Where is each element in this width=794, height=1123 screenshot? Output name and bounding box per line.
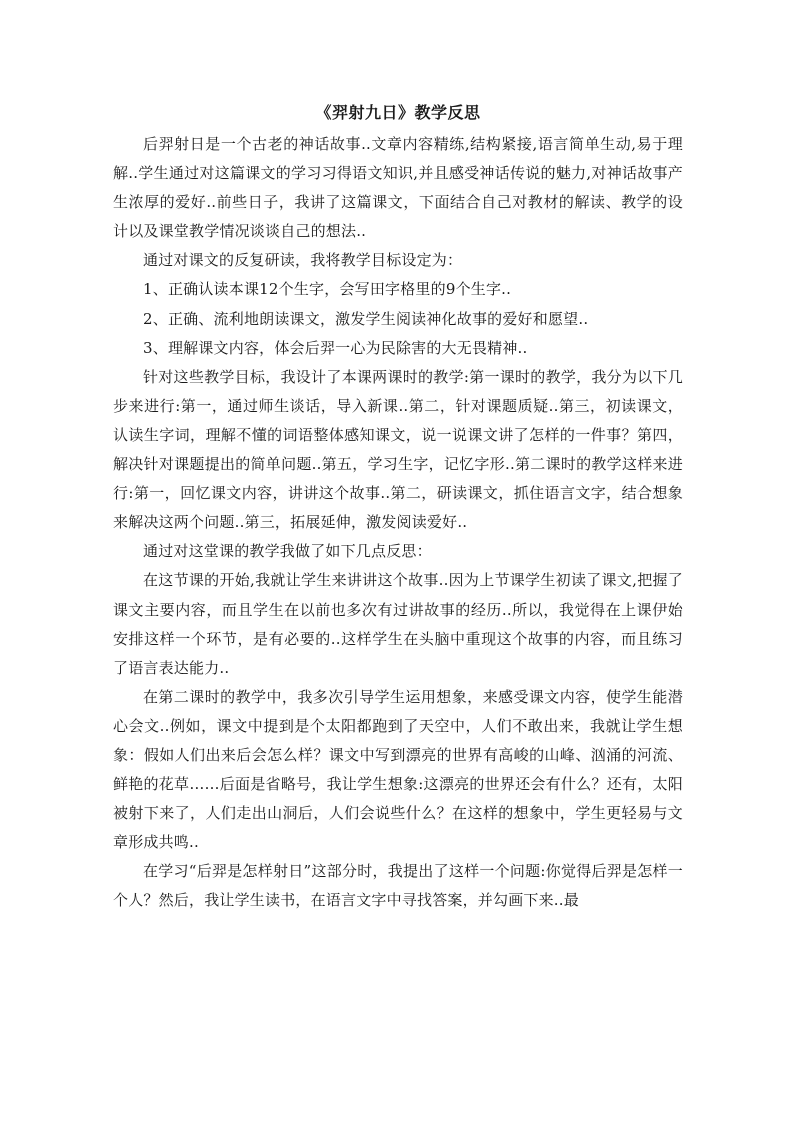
- paragraph-lesson-plan: 针对这些教学目标，我设计了本课两课时的教学:第一课时的教学，我分为以下几步来进行:第一，通过师生谈话，导入新课..第二，针对课题质疑..第三，初读课文，认读生字词，理解不懂的词语整体感知课文，说一说课文讲了怎样的一件事？第四，解决针对课题提出的简单问题..第五，学习生字，记忆字形..第二课时的教学这样来进行:第一，回忆课文内容，讲讲这个故事..第二，研读课文，抓住语言文字，结合想象来解决这两个问题..第三，拓展延伸，激发阅读爱好..: [113, 367, 683, 532]
- paragraph-goals-intro: 通过对课文的反复研读，我将教学目标设定为：: [143, 251, 463, 270]
- paragraph-reflection-1: 在这节课的开始,我就让学生来讲讲这个故事..因为上节课学生初读了课文,把握了课文主要内容，而且学生在以前也多次有过讲故事的经历..所以，我觉得在上课伊始安排这样一个环节，是有必要的..这样学生在头脑中重现这个故事的内容，而且练习了语言表达能力..: [113, 571, 683, 677]
- paragraph-reflection-3: 在学习“后羿是怎样射日”这部分时，我提出了这样一个问题:你觉得后羿是怎样一个人？然后，我让学生读书，在语言文字中寻找答案，并勾画下来..最: [113, 862, 683, 910]
- goal-item-1: 1、正确认读本课12个生字，会写田字格里的9个生字..: [143, 280, 512, 299]
- goal-item-3: 3、理解课文内容，体会后羿一心为民除害的大无畏精神..: [143, 338, 528, 357]
- document-page: [113, 100, 683, 916]
- goal-item-2: 2、正确、流利地朗读课文，激发学生阅读神化故事的爱好和愿望..: [143, 309, 589, 328]
- paragraph-reflection-2: 在第二课时的教学中，我多次引导学生运用想象，来感受课文内容，使学生能潜心会文..例如，课文中提到是个太阳都跑到了天空中，人们不敢出来，我就让学生想象：假如人们出来后会怎么样？课文中写到漂亮的世界有高峻的山峰、汹涌的河流、鲜艳的花草……后面是省略号，我让学生想象:这漂亮的世界还会有什么？还有，太阳被射下来了，人们走出山洞后，人们会说些什么？在这样的想象中，学生更轻易与文章形成共鸣..: [113, 687, 683, 852]
- paragraph-intro: 后羿射日是一个古老的神话故事..文章内容精练,结构紧接,语言简单生动,易于理解..学生通过对这篇课文的学习习得语文知识,并且感受神话传说的魅力,对神话故事产生浓厚的爱好..前些日子，我讲了这篇课文，下面结合自己对教材的解读、教学的设计以及课堂教学情况谈谈自己的想法..: [113, 135, 683, 241]
- document-title: 《羿射九日》教学反思: [315, 103, 481, 122]
- paragraph-reflection-intro: 通过对这堂课的教学我做了如下几点反思：: [143, 542, 432, 561]
